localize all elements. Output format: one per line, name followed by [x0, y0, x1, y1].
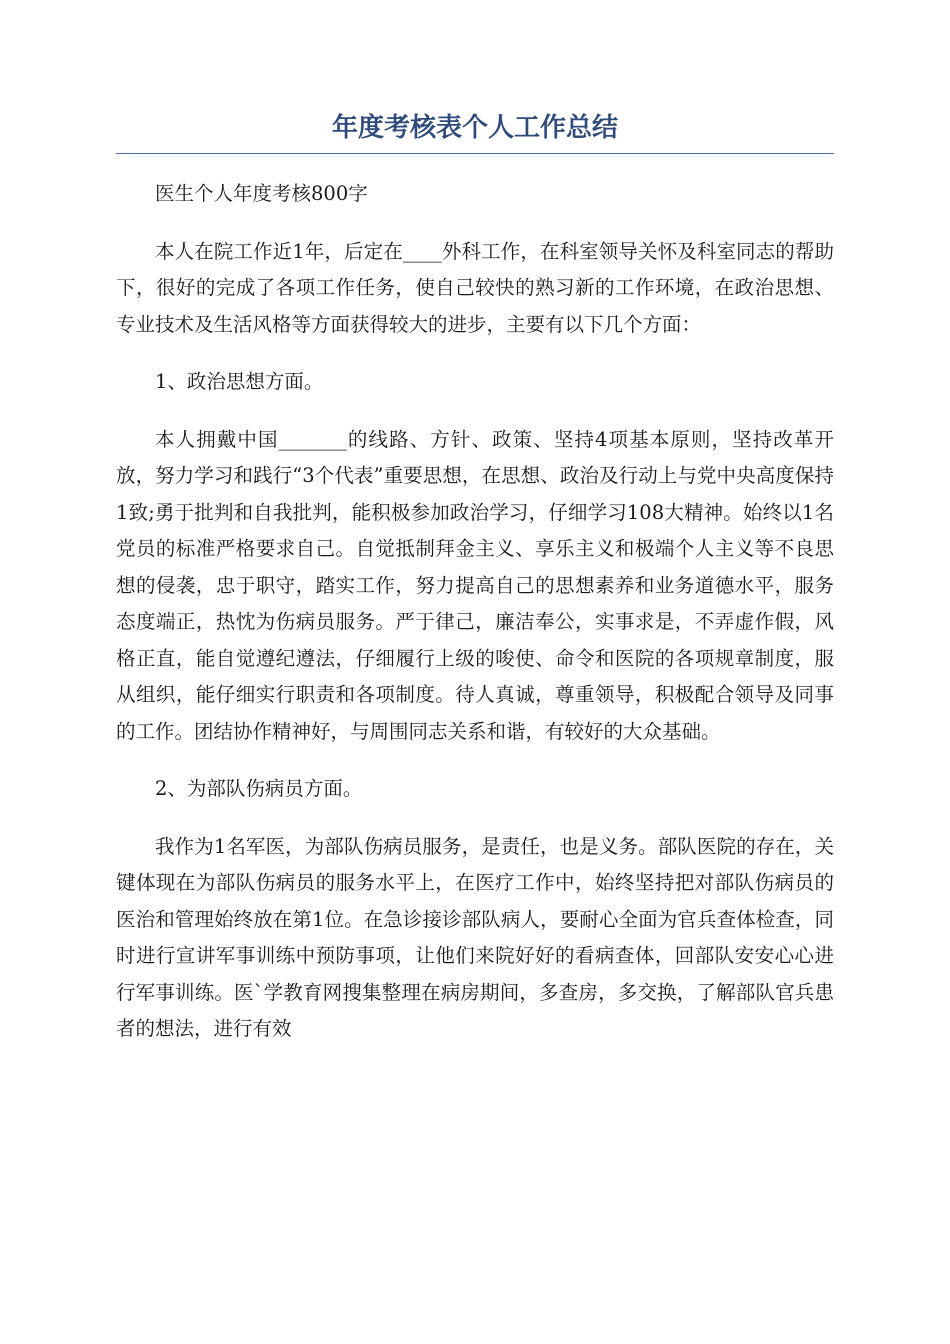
- document-body: [116, 176, 834, 1069]
- document-title: 年度考核表个人工作总结: [331, 113, 618, 143]
- section-heading-patients: 2、为部队伤病员方面。: [155, 777, 363, 800]
- subtitle-paragraph: 医生个人年度考核800字: [155, 182, 368, 205]
- patients-paragraph: 我作为1名军医，为部队伤病员服务，是责任，也是义务。部队医院的存在，关键体现在为部队伤病员的服务水平上，在医疗工作中，始终坚持把对部队伤病员的医治和管理始终放在第1位。在急诊接诊部队病人，要耐心全面为官兵查体检查，同时进行宣讲军事训练中预防事项，让他们来院好好的看病查体，回部队安安心心进行军事训练。医`学教育网搜集整理在病房期间，多查房，多交换，了解部队官兵患者的想法，进行有效: [116, 834, 834, 1040]
- section-heading-political: 1、政治思想方面。: [155, 370, 324, 393]
- intro-paragraph: 本人在院工作近1年，后定在____外科工作，在科室领导关怀及科室同志的帮助下，很好的完成了各项工作任务，使自己较快的熟习新的工作环境，在政治思想、专业技术及生活风格等方面获得较大的进步，主要有以下几个方面：: [116, 239, 834, 336]
- title-underline: [116, 153, 834, 154]
- political-paragraph: 本人拥戴中国_______的线路、方针、政策、坚持4项基本原则，坚持改革开放，努力学习和践行“3个代表”重要思想，在思想、政治及行动上与党中央高度保持1致;勇于批判和自我批判，能积极参加政治学习，仔细学习108大精神。始终以1名党员的标准严格要求自己。自觉抵制拜金主义、享乐主义和极端个人主义等不良思想的侵袭，忠于职守，踏实工作，努力提高自己的思想素养和业务道德水平，服务态度端正，热忱为伤病员服务。严于律己，廉洁奉公，实事求是，不弄虚作假，风格正直，能自觉遵纪遵法，仔细履行上级的唆使、命令和医院的各项规章制度，服从组织，能仔细实行职责和各项制度。待人真诚，尊重领导，积极配合领导及同事的工作。团结协作精神好，与周围同志关系和谐，有较好的大众基础。: [116, 427, 834, 743]
